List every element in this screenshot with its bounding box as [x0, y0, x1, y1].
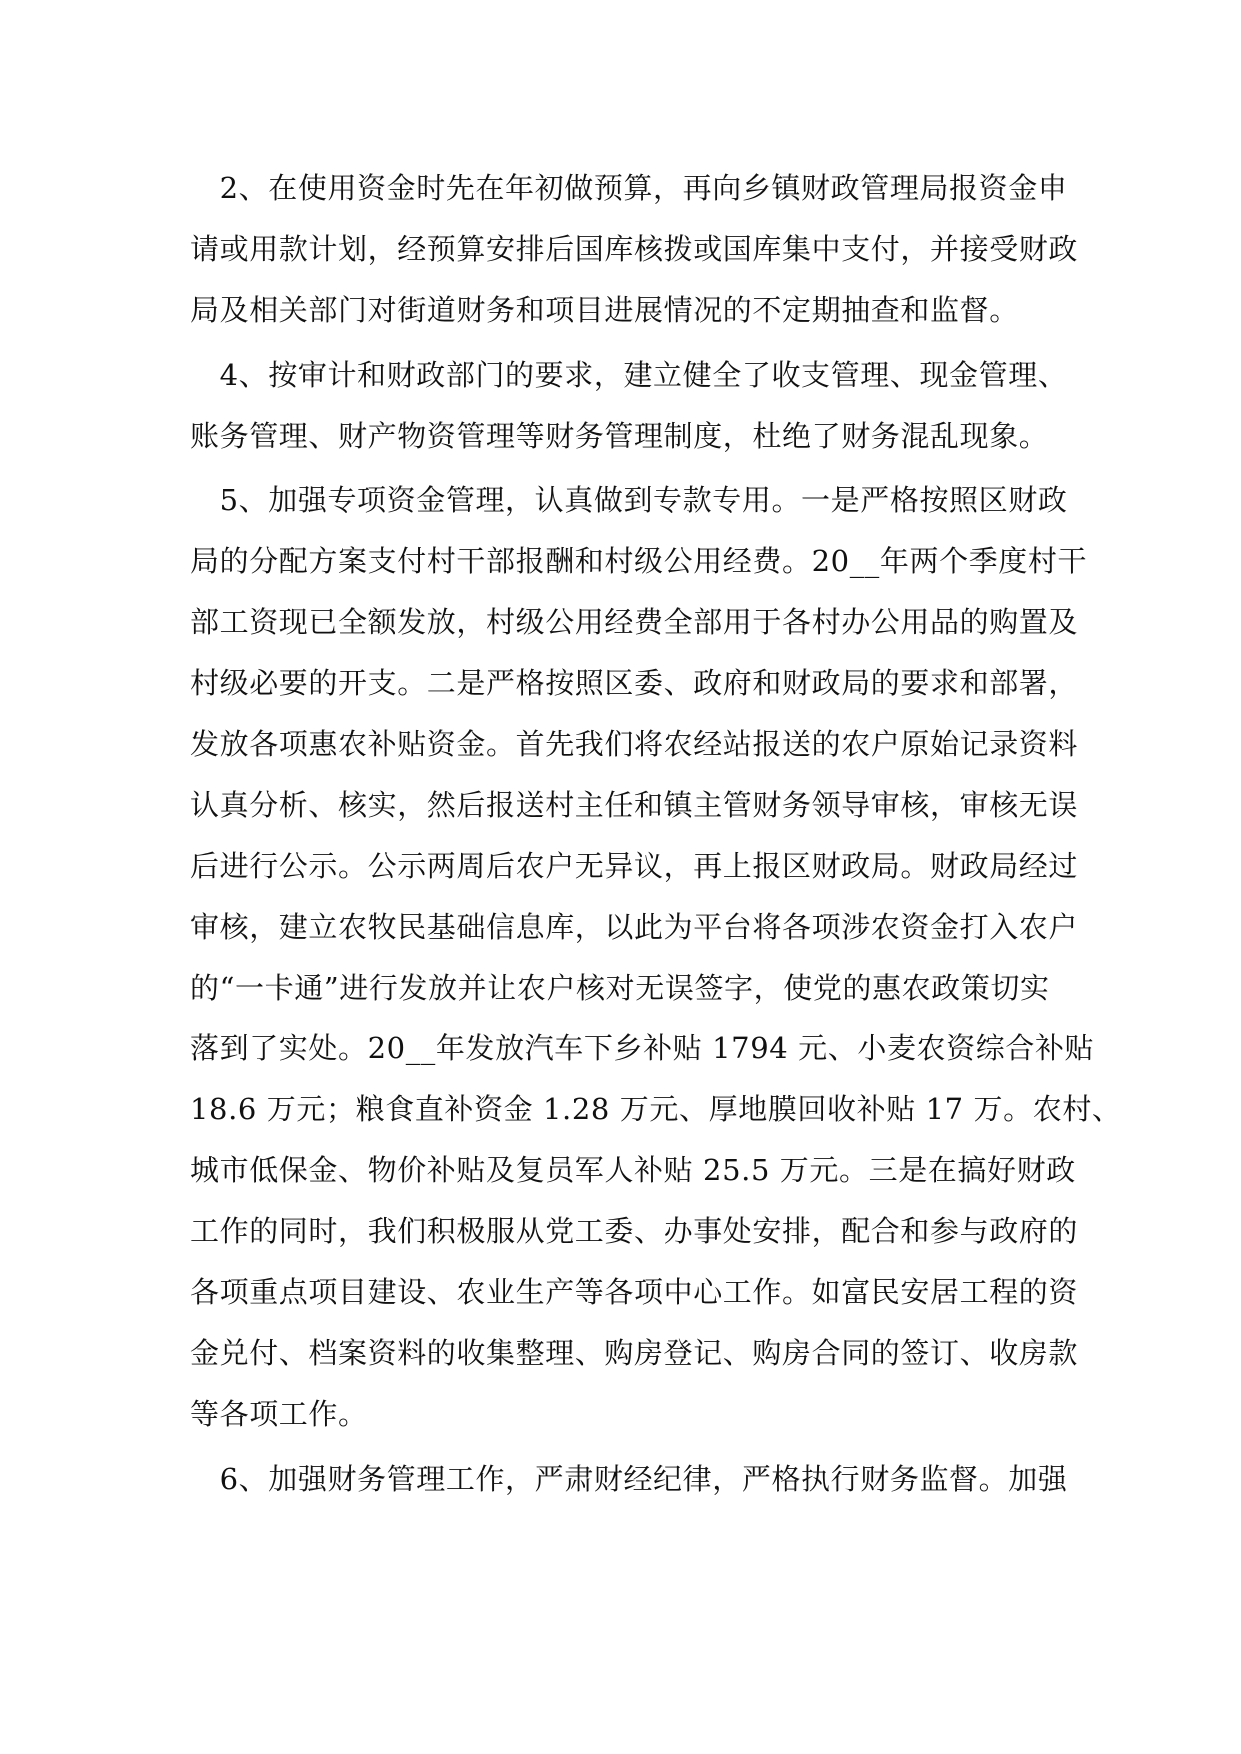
paragraph-4	[190, 345, 1070, 467]
text-line: 认真分析、核实，然后报送村主任和镇主管财务领导审核，审核无误	[190, 787, 1079, 822]
paragraph-2	[190, 158, 1079, 341]
text-line: 2、在使用资金时先在年初做预算，再向乡镇财政管理局报资金申	[190, 171, 1068, 205]
paragraph-5	[190, 470, 1122, 1444]
text-line: 账务管理、财产物资管理等财务管理制度，杜绝了财务混乱现象。	[190, 418, 1049, 453]
text-line: 18.6 万元；粮食直补资金 1.28 万元、厚地膜回收补贴 17 万。农村、	[190, 1092, 1122, 1127]
text-line: 发放各项惠农补贴资金。首先我们将农经站报送的农户原始记录资料	[190, 727, 1079, 762]
text-line: 金兑付、档案资料的收集整理、购房登记、购房合同的签订、收房款	[190, 1335, 1079, 1370]
text-line: 请或用款计划，经预算安排后国库核拨或国库集中支付，并接受财政	[190, 231, 1079, 266]
text-line: 的“一卡通”进行发放并让农户核对无误签字，使党的惠农政策切实	[190, 970, 1050, 1005]
paragraph-6	[190, 1449, 1070, 1510]
text-line: 城市低保金、物价补贴及复员军人补贴 25.5 万元。三是在搞好财政	[190, 1153, 1076, 1188]
text-line: 后进行公示。公示两周后农户无异议，再上报区财政局。财政局经过	[190, 848, 1079, 883]
text-line: 落到了实处。20__年发放汽车下乡补贴 1794 元、小麦农资综合补贴	[190, 1031, 1095, 1066]
text-line: 局的分配方案支付村干部报酬和村级公用经费。20__年两个季度村干	[190, 544, 1088, 579]
text-line: 5、加强专项资金管理，认真做到专款专用。一是严格按照区财政	[190, 483, 1068, 518]
document-body	[190, 158, 1122, 1510]
text-line: 审核，建立农牧民基础信息库，以此为平台将各项涉农资金打入农户	[190, 909, 1079, 944]
text-line: 部工资现已全额发放，村级公用经费全部用于各村办公用品的购置及	[190, 605, 1079, 640]
text-line: 等各项工作。	[190, 1396, 368, 1431]
text-line: 4、按审计和财政部门的要求，建立健全了收支管理、现金管理、	[190, 357, 1068, 392]
text-line: 村级必要的开支。二是严格按照区委、政府和财政局的要求和部署，	[190, 666, 1079, 701]
text-line: 各项重点项目建设、农业生产等各项中心工作。如富民安居工程的资	[190, 1275, 1079, 1310]
text-line: 局及相关部门对街道财务和项目进展情况的不定期抽查和监督。	[190, 292, 1019, 327]
text-line: 6、加强财务管理工作，严肃财经纪律，严格执行财务监督。加强	[190, 1461, 1068, 1496]
text-line: 工作的同时，我们积极服从党工委、办事处安排，配合和参与政府的	[190, 1214, 1079, 1249]
